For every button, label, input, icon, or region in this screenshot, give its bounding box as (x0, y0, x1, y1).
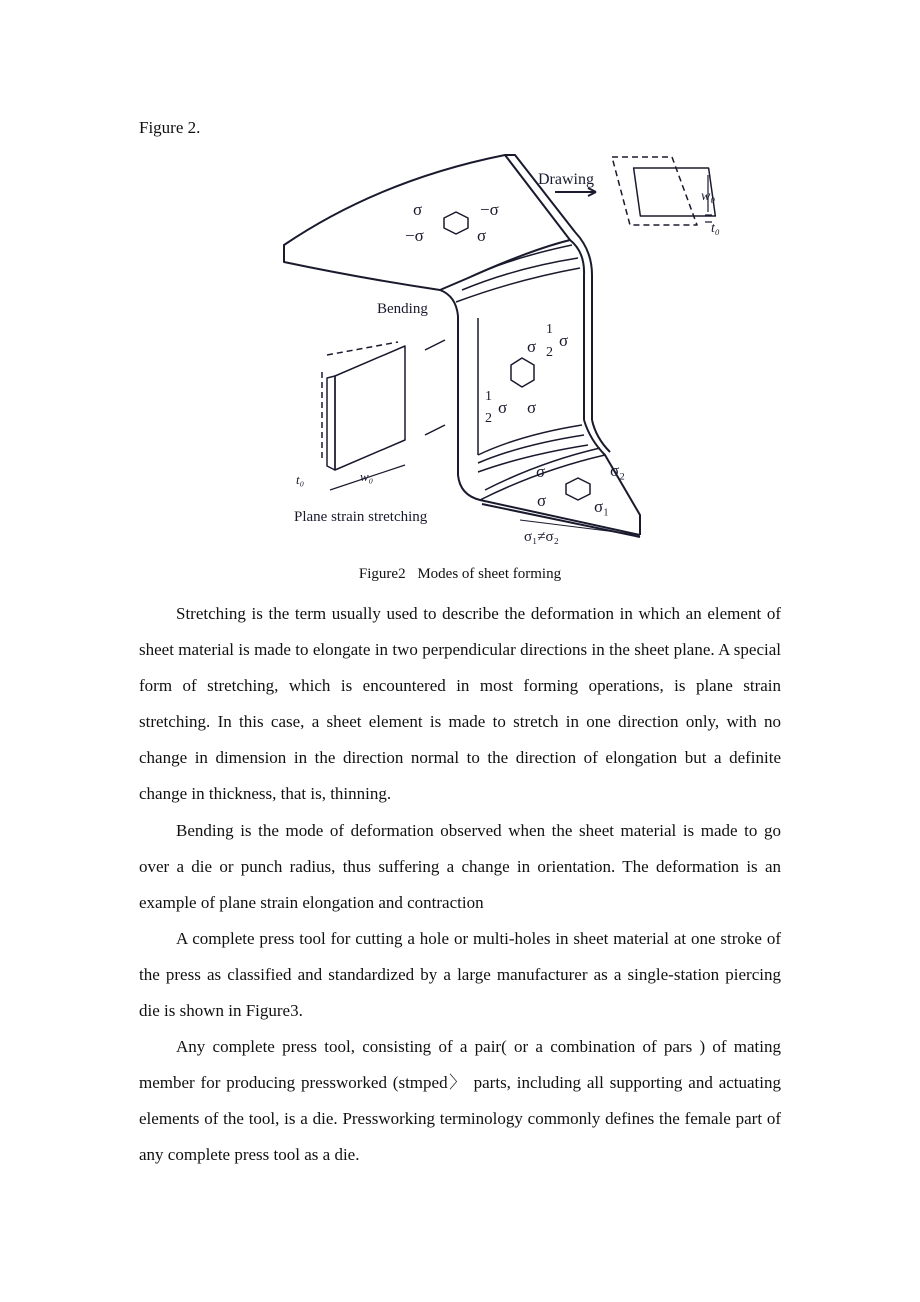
figure-caption (0, 566, 920, 583)
stress-cube-bottom (566, 478, 590, 500)
half-num-2: 1 (485, 389, 492, 404)
label-bending: Bending (377, 301, 428, 317)
w0-plane: w₀ (360, 469, 374, 484)
sigma-bottom-right: σ (477, 226, 487, 245)
t0-plane: t₀ (296, 472, 305, 487)
sigma-wall-bottom: σ (527, 398, 537, 417)
sigma-wall-right: σ (559, 331, 569, 350)
sheet-forming-figure (270, 148, 720, 548)
sigma1-label: σ₁ (594, 497, 610, 516)
sigma-flange-left: σ (537, 491, 547, 510)
caption-title: Modes of sheet forming (417, 566, 562, 582)
label-plane-strain: Plane strain stretching (294, 509, 428, 525)
sigma-flange-top: σ (536, 462, 546, 481)
sheet-forming-diagram (270, 148, 720, 548)
sigma-wall-left: σ (498, 398, 508, 417)
sigma-top-left: σ (413, 200, 423, 219)
stress-cube-top (444, 212, 468, 234)
page-heading: Figure 2. (139, 118, 201, 137)
paragraph-bending: Bending is the mode of deformation observed when the sheet material is made to go over a die or punch radius, thus suffering a change in orientation. The deformation is an example of plane strain elongation and contraction (139, 820, 781, 912)
sigma2-label: σ₂ (610, 461, 626, 480)
half-den-1: 2 (546, 345, 553, 360)
caption-number: Figure2 (358, 566, 406, 582)
t0-drawing: t₀ (711, 221, 720, 236)
paragraph-press-tool: A complete press tool for cutting a hole or multi-holes in sheet material at one stroke of the press as classified and standardized by a large manufacturer as a single-station piercing die is shown in Figure3. (139, 928, 781, 1021)
label-drawing: Drawing (538, 171, 594, 188)
half-den-2: 2 (485, 411, 492, 426)
neg-sigma-bottom-left: −σ (405, 226, 424, 245)
body-text (139, 596, 781, 1174)
top-flange (284, 155, 570, 290)
sigma-wall-top: σ (527, 337, 537, 356)
w0-drawing: w₀ (701, 189, 716, 204)
half-num-1: 1 (546, 322, 553, 337)
inequality-label: σ₁≠σ₂ (524, 529, 559, 545)
paragraph-die: Any complete press tool, consisting of a pair( or a combination of pars ) of mating member for producing pressworked (stmped〉 parts, including all supporting and actuating elements of the tool, is a die. Pressworking terminology commonly defines the female part of any complete press tool as a die. (139, 1037, 781, 1165)
paragraph-stretching: Stretching is the term usually used to describe the deformation in which an element of sheet material is made to elongate in two perpendicular directions in the sheet plane. A special form of stretching, which is encountered in most forming operations, is plane strain stretching. In this case, a sheet element is made to stretch in one direction only, with no change in dimension in the direction normal to the direction of elongation but a definite change in thickness, that is, thinning. (139, 604, 781, 804)
neg-sigma-top-right: −σ (480, 200, 499, 219)
stress-cube-wall (511, 358, 534, 387)
plane-strain-element (335, 346, 405, 470)
